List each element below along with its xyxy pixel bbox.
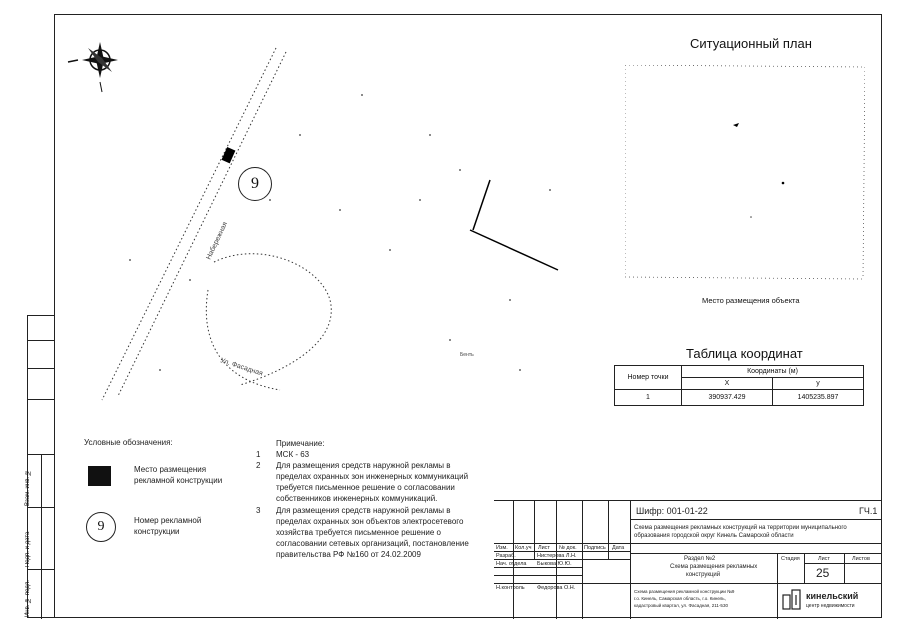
company-logo-icon [781,587,803,611]
stamp-role: Разраб. [496,553,516,559]
note-line: правительства РФ №160 от 24.02.2009 [276,550,421,559]
map-sketch [90,40,570,420]
note-line: Для размещения средств наружной рекламы в [276,506,451,515]
stamp-description-line: Схема размещения рекламных конструкций на территории муниципального [634,525,847,531]
stamp-code: Шифр: 001-01-22 [636,506,708,516]
stamp-name: Федорова О.Н. [537,585,576,591]
strip-vertical-divider [41,454,42,619]
notes-title: Примечание: [276,439,325,448]
stamp-role: Нач. отдела [496,561,527,567]
stamp-header-cell: Лист [538,545,550,551]
strip-divider [28,368,54,369]
coord-table [614,365,864,406]
company-logo-subtitle: центр недвижимости [806,603,855,609]
note-2 [276,460,468,504]
strip-divider [28,399,54,400]
situational-plan-caption: Место размещения объекта [702,296,800,305]
stamp-section-line: конструкций [686,572,721,578]
note-line: хозяйства требуется письменное решение о [276,528,441,537]
legend-item-2-line: конструкции [134,527,180,536]
boundary-line [473,180,490,230]
note-line: согласовании сетевых организаций, постановление [276,539,469,548]
legend-item-1-line: рекламной конструкции [134,476,223,485]
coord-col-coords: Координаты (м) [682,366,864,378]
legend-marker-swatch [88,466,111,486]
note-3 [276,505,469,560]
situational-plan-title: Ситуационный план [690,36,812,51]
stamp-small-text: Схема размещения рекламной конструкции №9 [634,589,735,594]
coord-cell-point: 1 [615,390,682,406]
boundary-line [470,230,558,270]
legend-item-1-line: Место размещения [134,465,207,474]
stamp-description-line: образования городской округ Кинель Самарской области [634,533,794,539]
legend-item-1 [134,464,222,486]
strip-label-replace: Взам. инв. № [25,469,31,506]
coord-col-x: Х [682,378,773,390]
stamp-header-cell: Кол.уч [515,545,532,551]
stamp-small-text: г.о. Кинель, Самарская область, г.о. Кинель, [634,596,726,601]
note-line: Для размещения средств наружной рекламы в [276,461,451,470]
legend-item-2-line: Номер рекламной [134,516,202,525]
stamp-role: Н.контроль [496,585,525,591]
stamp-name: Нистерова Л.Н. [537,553,577,559]
situational-plan-map [625,65,865,280]
stamp-name: Быкова Ю.Ю. [537,561,572,567]
note-num: 3 [256,506,261,515]
coord-col-point: Номер точки [615,366,682,390]
stamp-header-cell: Подпись [584,545,606,551]
title-block [494,500,882,619]
stamp-header-cell: Изм. [496,545,508,551]
coord-table-title: Таблица координат [686,346,803,361]
company-logo-name: кинельский [806,591,859,601]
street-label: Ул. Фасадная [219,357,264,378]
construction-number-circle: 9 [238,167,272,201]
coord-cell-y: 1405235.897 [773,390,864,406]
road-edge [102,48,276,400]
stamp-header-cell: Дата [612,545,625,551]
note-line: МСК - 63 [276,450,310,459]
coord-cell-x: 390937.429 [682,390,773,406]
strip-label-inventory: Инв. № подл. [25,580,31,617]
stamp-stage-label: Стадия [781,556,800,562]
legend-number-circle: 9 [86,512,116,542]
stamp-sheets-label: Листов [852,556,870,562]
strip-divider [28,340,54,341]
note-line: требуется письменное решение о согласовании [276,483,455,492]
strip-label-signature: Подп. и дата [25,531,31,567]
stamp-section-line: Раздел №2 [684,556,716,562]
note-line: пределах охранных зон объектов электросетевого [276,517,464,526]
building-label: Бенть [460,352,474,358]
note-line: собственников инженерных коммуникаций. [276,494,438,503]
stamp-header-cell: № док. [559,545,577,551]
note-line: пределах охранных зон инженерных коммуникаций [276,472,469,481]
stamp-sheet-label: Лист [818,556,830,562]
left-strip [27,315,54,618]
note-1 [276,449,309,460]
stamp-sheet-mark: ГЧ.1 [859,506,878,516]
note-num: 1 [256,450,261,459]
road-edge [118,52,286,396]
legend-item-2 [134,515,201,537]
legend-title: Условные обозначения: [84,438,173,447]
stamp-sheet-value: 25 [816,566,830,580]
street-label: Набережная [205,220,230,261]
coord-col-y: у [773,378,864,390]
stamp-small-text: кадастровый квартал, ул. Фасадная, 211-530 [634,603,728,608]
note-num: 2 [256,461,261,470]
stamp-section-line: Схема размещения рекламных [670,564,758,570]
